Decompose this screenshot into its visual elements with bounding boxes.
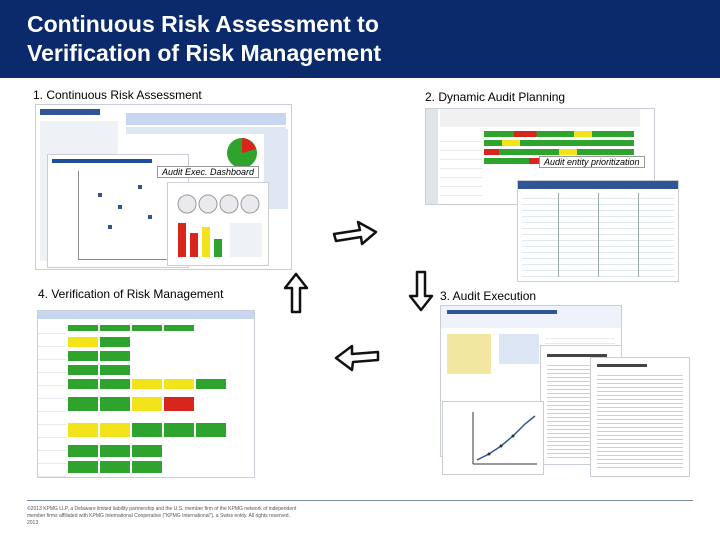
- risk-verification-matrix: [37, 310, 255, 478]
- audit-schedule-screen: [517, 180, 679, 282]
- quadrant-1-label: 1. Continuous Risk Assessment: [33, 88, 202, 102]
- footer-divider: [27, 500, 693, 501]
- quadrant-2-label: 2. Dynamic Audit Planning: [425, 90, 566, 104]
- exec-dashboard-caption: Audit Exec. Dashboard: [157, 166, 259, 178]
- audit-execution-thumbnail: [440, 305, 690, 477]
- title-banner: [0, 0, 720, 78]
- arrow-right-icon: [330, 210, 380, 250]
- risk-assessment-thumbnail: [35, 104, 293, 270]
- gauge-icons: [176, 193, 260, 215]
- quadrant-4-label: 4. Verification of Risk Management: [38, 287, 224, 301]
- arrow-left-icon: [332, 338, 382, 374]
- quadrant-3-label: 3. Audit Execution: [440, 289, 537, 303]
- exec-dashboard-screen: [167, 182, 269, 266]
- arrow-up-icon: [280, 270, 312, 316]
- verification-thumbnail: [37, 310, 255, 478]
- final-report-screen: [590, 357, 690, 477]
- footer-copyright: ©2013 KPMG LLP, a Delaware limited liability partnership and the U.S. member firm of the KPMG network of independent member firms affiliated with KPMG International Cooperative ("KPMG International"), a Swiss entity. All rights reserved. 2013: [27, 506, 297, 526]
- page-title: Continuous Risk Assessment to Verification of Risk Management: [27, 11, 382, 66]
- trend-line-chart: [453, 410, 539, 470]
- audit-entity-caption: Audit entity prioritization: [539, 156, 645, 168]
- audit-planning-thumbnail: [425, 108, 680, 280]
- trend-chart-screen: [442, 401, 544, 475]
- arrow-down-icon: [405, 268, 437, 314]
